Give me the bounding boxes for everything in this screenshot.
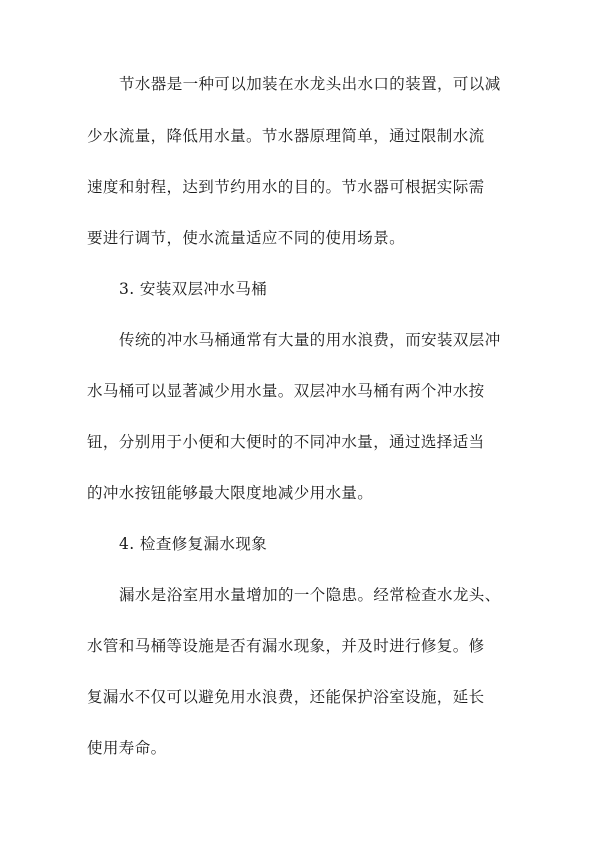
- paragraph-2-line-1: 传统的冲水马桶通常有大量的用水浪费，而安装双层冲: [119, 331, 501, 349]
- paragraph-3-line-2: 水管和马桶等设施是否有漏水现象，并及时进行修复。修: [87, 637, 485, 655]
- paragraph-3-line-1: 漏水是浴室用水量增加的一个隐患。经常检查水龙头、: [119, 586, 501, 604]
- paragraph-1-line-3: 速度和射程，达到节约用水的目的。节水器可根据实际需: [87, 178, 485, 196]
- paragraph-2-line-3: 钮，分别用于小便和大便时的不同冲水量，通过选择适当: [87, 433, 485, 451]
- paragraph-3-line-4: 使用寿命。: [87, 739, 167, 757]
- section-heading-4: 4. 检查修复漏水现象: [119, 535, 268, 553]
- paragraph-3-line-3: 复漏水不仅可以避免用水浪费，还能保护浴室设施，延长: [87, 688, 485, 706]
- paragraph-1-line-2: 少水流量，降低用水量。节水器原理简单，通过限制水流: [87, 127, 485, 145]
- paragraph-1-line-1: 节水器是一种可以加装在水龙头出水口的装置，可以减: [119, 75, 501, 93]
- paragraph-2-line-4: 的冲水按钮能够最大限度地减少用水量。: [87, 484, 374, 502]
- paragraph-1-line-4: 要进行调节，使水流量适应不同的使用场景。: [87, 229, 406, 247]
- section-heading-3: 3. 安装双层冲水马桶: [119, 280, 268, 298]
- paragraph-2-line-2: 水马桶可以显著减少用水量。双层冲水马桶有两个冲水按: [87, 382, 485, 400]
